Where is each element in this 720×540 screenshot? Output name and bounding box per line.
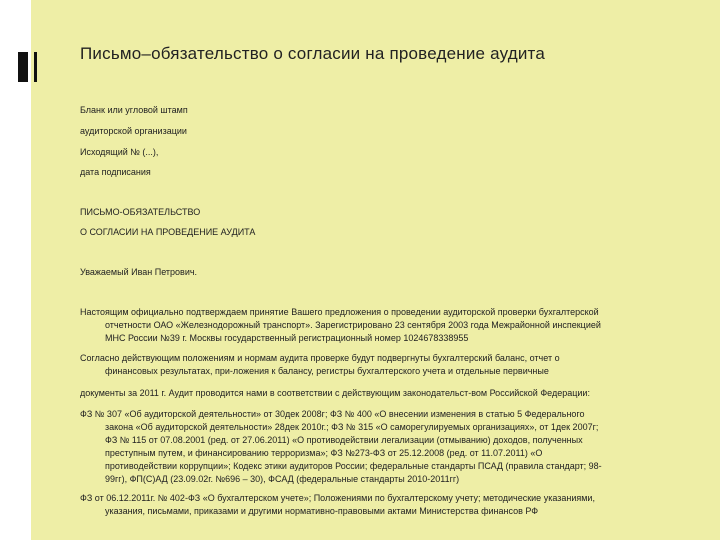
paragraph-legislation-intro [80, 387, 690, 400]
paragraph-line: Настоящим официально подтверждаем принятие Вашего предложения о проведении аудиторской проверки бухгалтерской [80, 307, 599, 317]
paragraph-line: указания, письмами, приказами и другими нормативно-правовыми актами Министерства финансов РФ [105, 506, 539, 516]
paragraph-line: ФЗ № 307 «Об аудиторской деятельности» от 30дек 2008г; ФЗ № 400 «О внесении изменения в статью 5 Федерального [80, 409, 585, 419]
outgoing-number: Исходящий № (...), [80, 147, 159, 157]
letter-heading-line-1: ПИСЬМО-ОБЯЗАТЕЛЬСТВО [80, 207, 201, 217]
paragraph-confirmation [80, 306, 690, 345]
accent-bar-thick [18, 52, 28, 82]
paragraph-accounting-law [80, 492, 690, 518]
paragraph-line: закона «Об аудиторской деятельности» 28дек 2010г.; ФЗ № 315 «О саморегулируемых организациях», от 1дек 2007г; [105, 422, 599, 432]
paragraph-line: финансовых результатах, при-ложения к балансу, регистры бухгалтерского учета и отдельные первичные [105, 366, 549, 376]
letterhead-line-1: Бланк или угловой штамп [80, 105, 188, 115]
paragraph-line: преступным путем, и финансированию терроризма»; ФЗ №273-ФЗ от 25.12.2008 (ред. от 11.07.2011) «О [105, 448, 543, 458]
paragraph-line: документы за 2011 г. Аудит проводится нами в соответствии с действующим законодательст-вом Российской Федерации: [80, 388, 590, 398]
paragraph-federal-laws [80, 408, 690, 486]
letter-heading-line-2: О СОГЛАСИИ НА ПРОВЕДЕНИЕ АУДИТА [80, 227, 256, 237]
slide-title: Письмо–обязательство о согласии на проведение аудита [80, 44, 545, 63]
greeting: Уважаемый Иван Петрович. [80, 267, 198, 277]
paragraph-line: ФЗ № 115 от 07.08.2001 (ред. от 27.06.2011) «О противодействии легализации (отмыванию) доходов, полученных [105, 435, 583, 445]
signing-date: дата подписания [80, 167, 151, 177]
paragraph-line: отчетности ОАО «Железнодорожный транспорт». Зарегистрировано 23 сентября 2003 года Межрайонной инспекцией [105, 320, 601, 330]
paragraph-line: противодействии коррупции»; Кодекс этики аудиторов России; федеральные стандарты ПСАД (правила стандарт; 98- [105, 461, 602, 471]
paragraph-line: МНС России №39 г. Москвы государственный регистрационный номер 1024678338955 [105, 333, 469, 343]
paragraph-line: Согласно действующим положениям и нормам аудита проверке будут подвергнуты бухгалтерский баланс, отчет о [80, 353, 560, 363]
letterhead-line-2: аудиторской организации [80, 126, 187, 136]
paragraph-line: 99гг), ФП(С)АД (23.09.02г. №696 – 30), ФСАД (федеральные стандарты 2010-2011гг) [105, 474, 460, 484]
paragraph-line: ФЗ от 06.12.2011г. № 402-ФЗ «О бухгалтерском учете»; Положениями по бухгалтерскому учету; методические указаниями, [80, 493, 595, 503]
paragraph-audit-scope [80, 352, 690, 378]
accent-bar-thin [34, 52, 37, 82]
